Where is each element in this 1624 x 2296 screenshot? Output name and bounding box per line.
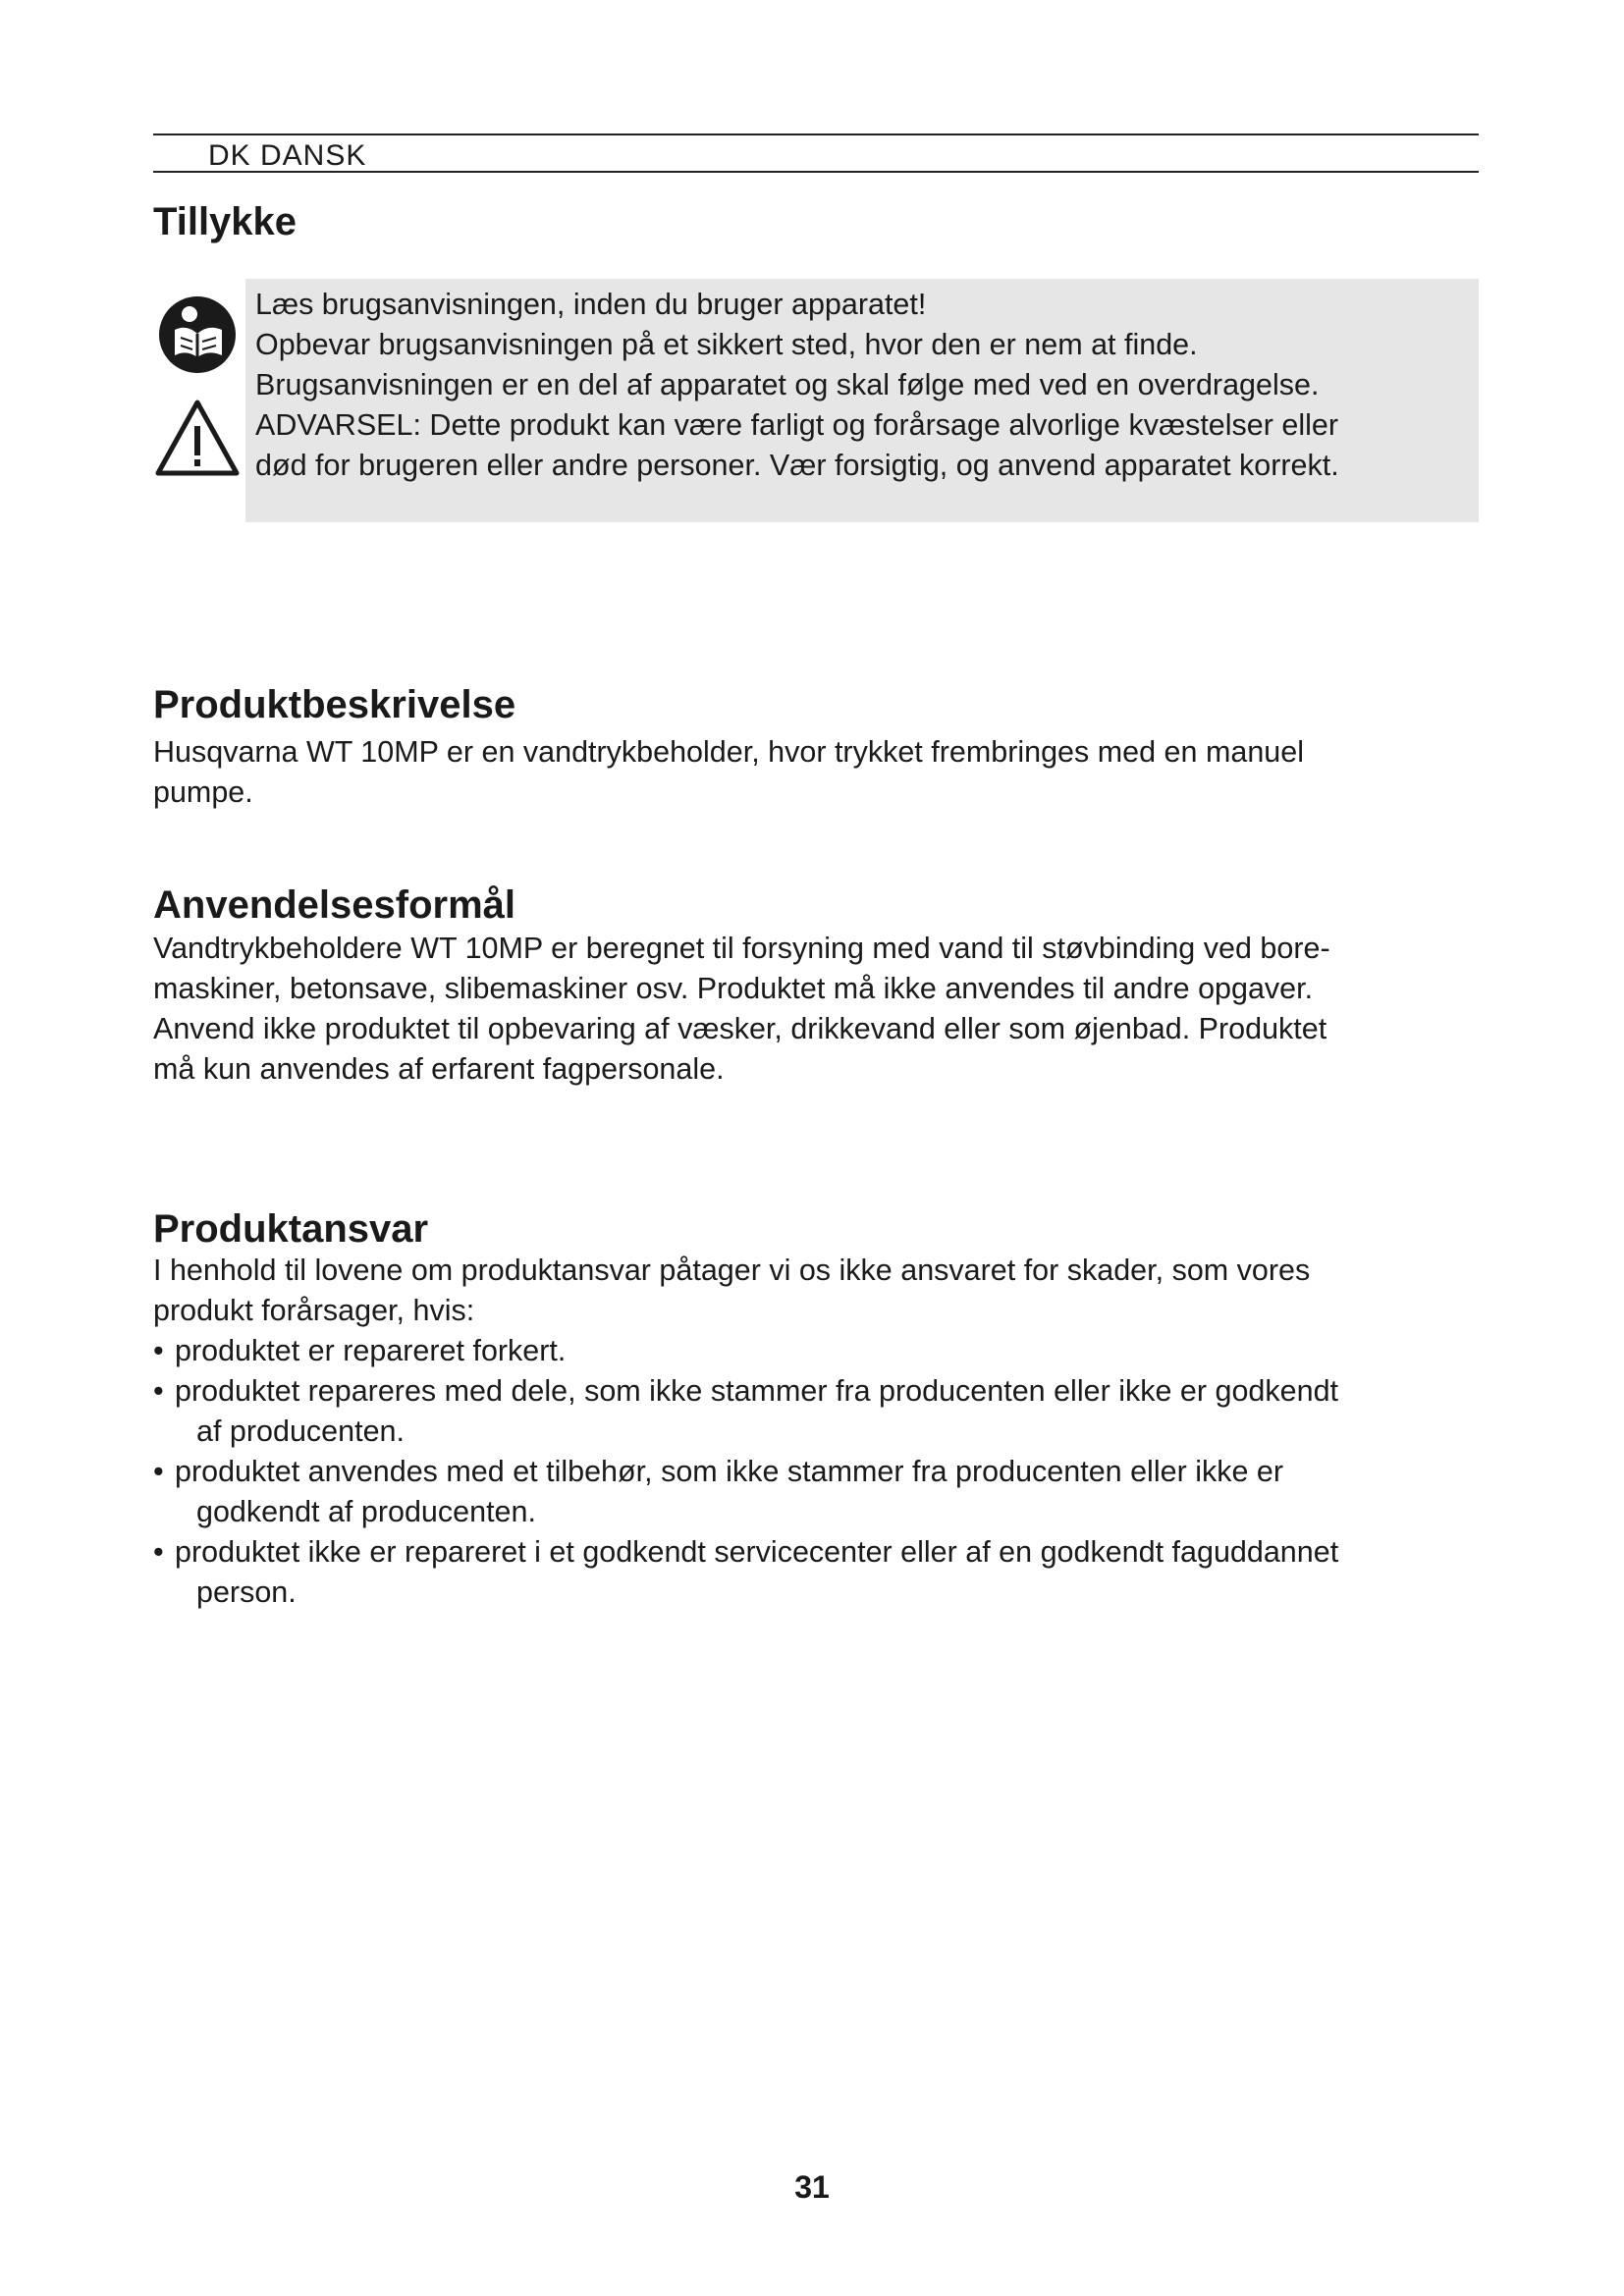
language-label: DK DANSK xyxy=(208,139,367,172)
liability-text xyxy=(153,1251,1489,1331)
list-item-line: af producenten. xyxy=(196,1415,405,1448)
description-line: Husqvarna WT 10MP er en vandtrykbeholder, hvor trykket frembringes med en manuel xyxy=(153,735,1304,769)
notice-line: Opbevar brugsanvisningen på et sikkert sted, hvor den er nem at finde. xyxy=(255,328,1198,361)
page-title: Tillykke xyxy=(153,200,298,243)
liability-conditions-list xyxy=(153,1331,1489,1613)
purpose-line: Vandtrykbeholdere WT 10MP er beregnet til forsyning med vand til støvbinding ved bore- xyxy=(153,932,1330,965)
language-header xyxy=(153,133,1479,173)
list-item xyxy=(153,1452,1489,1532)
list-item-line: godkendt af producenten. xyxy=(196,1495,536,1528)
list-item xyxy=(153,1331,1489,1371)
notice-line: Læs brugsanvisningen, inden du bruger apparatet! xyxy=(255,288,927,321)
notice-line: død for brugeren eller andre personer. Vær forsigtig, og anvend apparatet korrekt. xyxy=(255,449,1339,482)
list-item xyxy=(153,1371,1489,1452)
list-item-line: person. xyxy=(196,1575,297,1609)
page-number: 31 xyxy=(794,2169,830,2205)
list-item-line: produktet repareres med dele, som ikke stammer fra producenten eller ikke er godkendt xyxy=(175,1374,1339,1408)
notice-line: ADVARSEL: Dette produkt kan være farligt og forårsage alvorlige kvæstelser eller xyxy=(255,408,1339,442)
read-manual-icon xyxy=(157,294,238,375)
description-line: pumpe. xyxy=(153,775,253,809)
purpose-line: Anvend ikke produktet til opbevaring af væsker, drikkevand eller som øjenbad. Produktet xyxy=(153,1012,1327,1045)
liability-line: produkt forårsager, hvis: xyxy=(153,1294,475,1327)
notice-text xyxy=(255,285,1473,486)
description-heading: Produktbeskrivelse xyxy=(153,683,516,726)
purpose-line: må kun anvendes af erfarent fagpersonale. xyxy=(153,1052,725,1086)
liability-line: I henhold til lovene om produktansvar påtager vi os ikke ansvaret for skader, som vores xyxy=(153,1254,1311,1287)
list-item-line: produktet ikke er repareret i et godkendt servicecenter eller af en godkendt faguddannet xyxy=(175,1535,1339,1569)
list-item-line: produktet anvendes med et tilbehør, som ikke stammer fra producenten eller ikke er xyxy=(175,1455,1284,1488)
list-item xyxy=(153,1532,1489,1613)
description-text xyxy=(153,732,1489,813)
warning-triangle-icon xyxy=(153,397,242,479)
purpose-text xyxy=(153,929,1489,1090)
purpose-line: maskiner, betonsave, slibemaskiner osv. Produktet må ikke anvendes til andre opgaver. xyxy=(153,972,1314,1005)
list-item-line: produktet er repareret forkert. xyxy=(175,1334,567,1367)
notice-line: Brugsanvisningen er en del af apparatet og skal følge med ved en overdragelse. xyxy=(255,368,1320,401)
safety-notice-box xyxy=(245,279,1479,522)
liability-heading: Produktansvar xyxy=(153,1207,429,1251)
purpose-heading: Anvendelsesformål xyxy=(153,883,516,927)
